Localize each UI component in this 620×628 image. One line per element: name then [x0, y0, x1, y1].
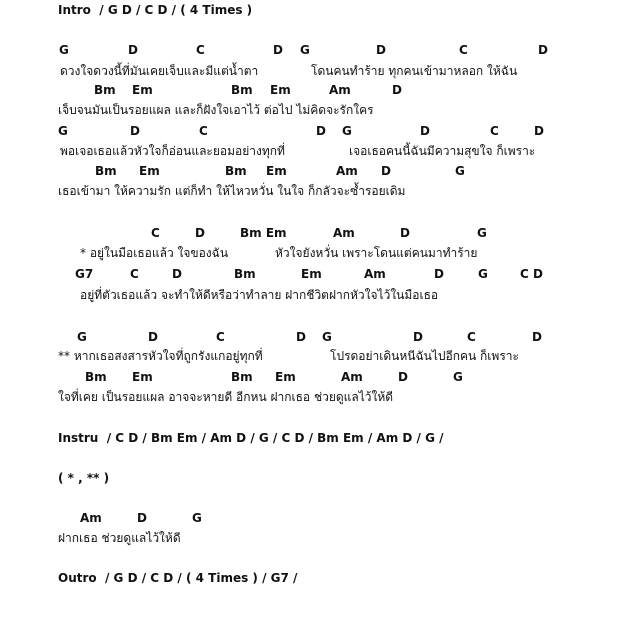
chord: Em	[301, 267, 322, 281]
lyric-text: เจ็บจนมันเป็นรอยแผล และก็ฝังใจเอาไว้ ต่อไป ไม่คิดจะรักใคร	[58, 103, 374, 117]
chorus1-chords-1	[0, 223, 620, 243]
intro-line	[0, 0, 620, 20]
chord: G	[300, 43, 310, 57]
chord: D	[381, 164, 391, 178]
chorus2-lyric-1	[0, 346, 620, 366]
repeat-text: ( * , ** )	[58, 471, 110, 485]
chord: G	[478, 267, 488, 281]
chorus2-chords-2	[0, 367, 620, 387]
verse1-lyric-2	[0, 100, 620, 120]
chorus2-lyric-2	[0, 387, 620, 407]
chord: C	[490, 124, 499, 138]
chord: Bm	[231, 370, 253, 384]
chord: Em	[270, 83, 291, 97]
chord: D	[400, 226, 410, 240]
chorus2-chords-1	[0, 327, 620, 347]
chord: D	[538, 43, 548, 57]
lyric-text: เธอเข้ามา ให้ความรัก แต่ก็ทำ ให้ไหวหวั่น ในใจ ก็กลัวจะซ้ำรอยเดิม	[58, 184, 406, 198]
lyric-text: โดนคนทำร้าย ทุกคนเข้ามาหลอก ให้ฉัน	[311, 64, 518, 78]
outro-text: Outro / G D / C D / ( 4 Times ) / G7 /	[58, 571, 298, 585]
chord: G	[77, 330, 87, 344]
lyric-text: อยู่ที่ตัวเธอแล้ว จะทำให้ดีหรือว่าทำลาย ฝากชีวิตฝากหัวใจไว้ในมือเธอ	[80, 288, 439, 302]
chord: D	[413, 330, 423, 344]
lyric-text: โปรดอย่าเดินหนีฉันไปอีกคน ก็เพราะ	[330, 349, 519, 363]
chord: G	[59, 43, 69, 57]
chord: D	[130, 124, 140, 138]
lyric-text: * อยู่ในมือเธอแล้ว ใจของฉัน	[80, 246, 229, 260]
chord: D	[534, 124, 544, 138]
chord: Em	[266, 164, 287, 178]
chord: D	[128, 43, 138, 57]
chord: Bm	[95, 164, 117, 178]
ending-chords	[0, 508, 620, 528]
chord: D	[532, 330, 542, 344]
chord: C	[199, 124, 208, 138]
chord: G	[455, 164, 465, 178]
chord: C	[196, 43, 205, 57]
chord: D	[434, 267, 444, 281]
instru-line	[0, 428, 620, 448]
chord: Am	[333, 226, 355, 240]
chorus1-chords-2	[0, 264, 620, 284]
chord: D	[172, 267, 182, 281]
chord: D	[398, 370, 408, 384]
lyric-text: พอเจอเธอแล้วหัวใจก็อ่อนและยอมอย่างทุกที่	[60, 144, 285, 158]
chord: Am	[336, 164, 358, 178]
lyric-text: หัวใจยังหวั่น เพราะโดนแต่คนมาทำร้าย	[275, 246, 478, 260]
verse1-lyric-4	[0, 181, 620, 201]
chord: Em	[275, 370, 296, 384]
chord: Bm	[85, 370, 107, 384]
chord: C	[216, 330, 225, 344]
chord: Em	[132, 370, 153, 384]
verse1-chords-4	[0, 161, 620, 181]
chord: G	[342, 124, 352, 138]
chord: Bm	[231, 83, 253, 97]
chord: D	[148, 330, 158, 344]
lyric-text: ใจที่เคย เป็นรอยแผล อาจจะหายดี อีกหน ฝากเธอ ช่วยดูแลไว้ให้ดี	[58, 390, 394, 404]
chorus1-lyric-1	[0, 243, 620, 263]
chord: Em	[139, 164, 160, 178]
lyric-text: ฝากเธอ ช่วยดูแลไว้ให้ดี	[58, 531, 181, 545]
chord: D	[420, 124, 430, 138]
chord: G7	[75, 267, 94, 281]
instru-text: Instru / C D / Bm Em / Am D / G / C D / Bm Em / Am D / G /	[58, 431, 444, 445]
verse1-lyric-3	[0, 141, 620, 161]
chord: G	[477, 226, 487, 240]
lyric-text: ดวงใจดวงนี้ที่มันเคยเจ็บและมีแต่น้ำตา	[60, 64, 259, 78]
chord: Bm	[94, 83, 116, 97]
chord: D	[273, 43, 283, 57]
chord: D	[137, 511, 147, 525]
chord: G	[322, 330, 332, 344]
intro-text: Intro / G D / C D / ( 4 Times )	[58, 3, 253, 17]
chord: D	[296, 330, 306, 344]
lyric-text: เจอเธอคนนี้ฉันมีความสุขใจ ก็เพราะ	[349, 144, 536, 158]
chord: Bm Em	[240, 226, 287, 240]
verse1-chords-1	[0, 40, 620, 60]
chord: C	[467, 330, 476, 344]
chord: G	[58, 124, 68, 138]
chord: G	[453, 370, 463, 384]
chord: C D	[520, 267, 543, 281]
verse1-chords-2	[0, 80, 620, 100]
chord: D	[316, 124, 326, 138]
outro-line	[0, 568, 620, 588]
chord: D	[392, 83, 402, 97]
chord: Am	[80, 511, 102, 525]
chord: Em	[132, 83, 153, 97]
repeat-line	[0, 468, 620, 488]
chord: G	[192, 511, 202, 525]
chord: Am	[341, 370, 363, 384]
chord: C	[459, 43, 468, 57]
verse1-chords-3	[0, 121, 620, 141]
chord: Am	[364, 267, 386, 281]
chord: D	[195, 226, 205, 240]
lyric-text: ** หากเธอสงสารหัวใจที่ถูกรังแกอยู่ทุกที่	[58, 349, 263, 363]
chord: Bm	[225, 164, 247, 178]
verse1-lyric-1	[0, 61, 620, 81]
chord: C	[151, 226, 160, 240]
ending-lyric	[0, 528, 620, 548]
chord: D	[376, 43, 386, 57]
chord: Bm	[234, 267, 256, 281]
chord: Am	[329, 83, 351, 97]
chord: C	[130, 267, 139, 281]
chorus1-lyric-2	[0, 285, 620, 305]
